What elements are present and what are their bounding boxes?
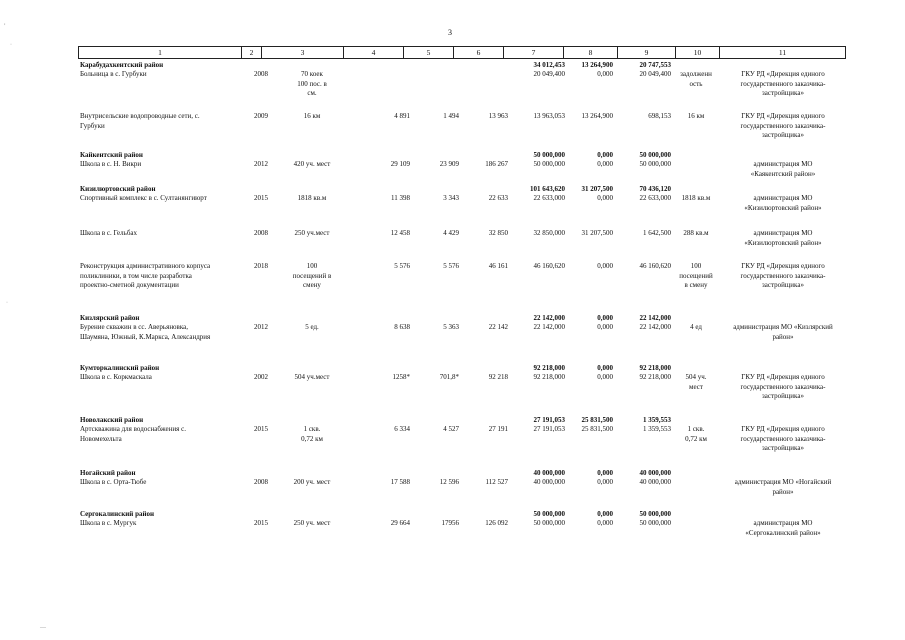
- table-cell-c10: 4 ед: [690, 323, 702, 331]
- table-cell-c9: 50 000,000: [639, 519, 671, 527]
- table-cell-c4: 29 664: [390, 519, 410, 527]
- district-name: Ногайский район: [80, 469, 136, 477]
- table-cell-year: 2015: [254, 519, 268, 527]
- table-cell-c9: 40 000,000: [639, 478, 671, 486]
- page-number: 3: [448, 28, 452, 37]
- district-total-8: 0,000: [597, 364, 613, 372]
- table-cell-c7: 50 000,000: [533, 160, 565, 168]
- table-cell-c4: 8 638: [394, 323, 410, 331]
- district-name: Кизилюртовский район: [80, 185, 156, 193]
- table-cell-cap: 16 км: [303, 112, 321, 120]
- table-cell-c4: 29 109: [390, 160, 410, 168]
- table-cell-c9: 698,153: [648, 112, 671, 120]
- table-cell-c7: 46 160,620: [533, 262, 565, 270]
- table-cell-cap: 200 уч. мест: [293, 478, 331, 486]
- table-cell-c7: 92 218,000: [533, 373, 565, 381]
- district-total-8: 0,000: [597, 151, 613, 159]
- table-cell-year: 2008: [254, 478, 268, 486]
- header-col-3: 3: [262, 47, 344, 58]
- header-col-5: 5: [404, 47, 454, 58]
- table-cell-c11: администрация МО «Ногайский район»: [734, 478, 832, 496]
- table-cell-c11: ГКУ РД «Дирекция единого государственного заказчика- застройщика»: [740, 425, 826, 452]
- table-cell-c7: 13 963,053: [533, 112, 565, 120]
- header-col-8: 8: [564, 47, 618, 58]
- table-cell-c8: 0,000: [597, 70, 613, 78]
- table-cell-c11: ГКУ РД «Дирекция единого государственного заказчика- застройщика»: [740, 70, 826, 97]
- district-total-9: 92 218,000: [639, 364, 671, 372]
- table-cell-c11: ГКУ РД «Дирекция единого государственного заказчика- застройщика»: [740, 112, 826, 139]
- header-col-9: 9: [618, 47, 676, 58]
- table-cell-c8: 0,000: [597, 373, 613, 381]
- table-cell-c6: 13 963: [488, 112, 508, 120]
- table-cell-c4: 5 576: [394, 262, 410, 270]
- header-col-1: 1: [79, 47, 242, 58]
- header-col-4: 4: [344, 47, 404, 58]
- table-cell-cap: 504 уч.мест: [294, 373, 330, 381]
- table-cell-name: Школа в с. Орта-Тюбе: [80, 478, 147, 486]
- table-cell-c6: 22 633: [488, 194, 508, 202]
- table-cell-c5: 12 596: [439, 478, 459, 486]
- district-total-8: 13 264,900: [581, 61, 613, 69]
- table-cell-c11: администрация МО «Кизилюртовский район»: [744, 194, 822, 212]
- header-col-10: 10: [676, 47, 720, 58]
- margin-mark: ,: [4, 20, 6, 26]
- district-name: Кайкентский район: [80, 151, 143, 159]
- table-cell-c5: 701,8*: [439, 373, 459, 381]
- table-cell-c10: 288 кв.м: [683, 229, 709, 237]
- district-total-7: 92 218,000: [533, 364, 565, 372]
- table-cell-c7: 40 000,000: [533, 478, 565, 486]
- table-cell-c9: 92 218,000: [639, 373, 671, 381]
- table-cell-c9: 50 000,000: [639, 160, 671, 168]
- table-cell-c5: 4 527: [443, 425, 459, 433]
- table-cell-c4: 4 891: [394, 112, 410, 120]
- header-col-2: 2: [242, 47, 262, 58]
- table-cell-name: Школа в с. Н. Викри: [80, 160, 142, 168]
- table-cell-c10: 16 км: [687, 112, 705, 120]
- table-cell-c6: 92 218: [488, 373, 508, 381]
- table-cell-year: 2018: [254, 262, 268, 270]
- table-cell-year: 2008: [254, 70, 268, 78]
- table-cell-c6: 27 191: [488, 425, 508, 433]
- table-cell-c9: 1 359,553: [643, 425, 671, 433]
- table-cell-c11: администрация МО «Каякентский район»: [750, 160, 816, 178]
- district-total-9: 70 436,120: [639, 185, 671, 193]
- table-cell-name: Реконструкция административного корпуса поликлиники, в том числе разработка проектно-сметной документации: [80, 262, 211, 289]
- table-cell-year: 2002: [254, 373, 268, 381]
- table-cell-c10: 100 посещений в смену: [679, 262, 713, 289]
- table-cell-c6: 32 850: [488, 229, 508, 237]
- table-cell-c9: 20 049,400: [639, 70, 671, 78]
- district-total-9: 40 000,000: [639, 469, 671, 477]
- table-cell-year: 2009: [254, 112, 268, 120]
- district-total-8: 31 207,500: [581, 185, 613, 193]
- table-cell-c11: администрация МО «Кизлярский район»: [733, 323, 833, 341]
- table-cell-year: 2008: [254, 229, 268, 237]
- district-name: Кумторкалинский район: [80, 364, 160, 372]
- table-cell-c5: 17956: [441, 519, 459, 527]
- district-total-8: 0,000: [597, 314, 613, 322]
- table-cell-name: Школа в с. Гельбах: [80, 229, 138, 237]
- table-cell-year: 2015: [254, 425, 268, 433]
- district-total-7: 34 012,453: [533, 61, 565, 69]
- table-cell-year: 2012: [254, 160, 268, 168]
- district-total-9: 1 359,553: [643, 416, 671, 424]
- table-cell-c8: 0,000: [597, 160, 613, 168]
- table-cell-c6: 186 267: [485, 160, 508, 168]
- table-cell-c9: 22 142,000: [639, 323, 671, 331]
- table-cell-c9: 1 642,500: [643, 229, 671, 237]
- table-cell-c10: 1 скв. 0,72 км: [685, 425, 707, 443]
- table-cell-c9: 46 160,620: [639, 262, 671, 270]
- table-cell-cap: 420 уч. мест: [293, 160, 331, 168]
- table-cell-c6: 22 142: [488, 323, 508, 331]
- district-total-7: 22 142,000: [533, 314, 565, 322]
- margin-mark: —: [40, 625, 46, 631]
- district-total-9: 22 142,000: [639, 314, 671, 322]
- table-cell-c9: 22 633,000: [639, 194, 671, 202]
- district-total-7: 50 000,000: [533, 510, 565, 518]
- table-cell-name: Внутрисельские водопроводные сети, с. Гурбуки: [80, 112, 200, 130]
- district-total-7: 50 000,000: [533, 151, 565, 159]
- margin-mark: ·: [6, 300, 8, 306]
- table-cell-name: Школа в с. Коркмаскала: [80, 373, 152, 381]
- table-cell-c7: 20 049,400: [533, 70, 565, 78]
- header-col-7: 7: [504, 47, 564, 58]
- table-cell-c7: 50 000,000: [533, 519, 565, 527]
- table-cell-c8: 0,000: [597, 323, 613, 331]
- district-total-7: 101 643,620: [530, 185, 565, 193]
- district-total-9: 50 000,000: [639, 510, 671, 518]
- table-cell-c4: 17 588: [390, 478, 410, 486]
- table-cell-c8: 0,000: [597, 194, 613, 202]
- table-cell-c6: 126 092: [485, 519, 508, 527]
- table-cell-c7: 22 633,000: [533, 194, 565, 202]
- table-cell-c10: 1818 кв.м: [681, 194, 711, 202]
- table-cell-c4: 1258*: [392, 373, 410, 381]
- table-cell-c11: ГКУ РД «Дирекция единого государственного заказчика- застройщика»: [740, 373, 826, 400]
- district-total-9: 20 747,553: [639, 61, 671, 69]
- table-cell-cap: 1 скв. 0,72 км: [301, 425, 323, 443]
- table-cell-cap: 70 коек 100 пос. в см.: [297, 70, 327, 97]
- table-cell-c8: 0,000: [597, 519, 613, 527]
- table-cell-c11: администрация МО «Кизилюртовский район»: [744, 229, 822, 247]
- table-cell-c8: 25 831,500: [581, 425, 613, 433]
- table-cell-name: Бурение скважин в сс. Аверьяновка, Шаумяна, Южный, К.Маркса, Александрия: [80, 323, 211, 341]
- table-cell-c5: 4 429: [443, 229, 459, 237]
- table-cell-name: Спортивный комплекс в с. Султанянгиюрт: [80, 194, 207, 202]
- table-cell-c5: 1 494: [443, 112, 459, 120]
- table-cell-name: Школа в с. Мургук: [80, 519, 137, 527]
- table-cell-year: 2015: [254, 194, 268, 202]
- table-cell-c4: 6 334: [394, 425, 410, 433]
- table-cell-c8: 13 264,900: [581, 112, 613, 120]
- table-cell-cap: 100 посещений в смену: [292, 262, 332, 289]
- table-cell-cap: 1818 кв.м: [297, 194, 327, 202]
- table-cell-c5: 3 343: [443, 194, 459, 202]
- table-cell-c11: администрация МО «Сергокалинский район»: [745, 519, 821, 537]
- table-cell-c7: 32 850,000: [533, 229, 565, 237]
- table-cell-cap: 5 ед.: [305, 323, 319, 331]
- header-col-11: 11: [778, 48, 787, 57]
- district-name: Кизлярский район: [80, 314, 140, 322]
- district-total-8: 0,000: [597, 469, 613, 477]
- table-cell-year: 2012: [254, 323, 268, 331]
- district-total-9: 50 000,000: [639, 151, 671, 159]
- table-cell-c5: 5 363: [443, 323, 459, 331]
- district-total-7: 40 000,000: [533, 469, 565, 477]
- table-cell-c4: 12 458: [390, 229, 410, 237]
- table-cell-name: Больница в с. Гурбуки: [80, 70, 147, 78]
- table-cell-cap: 250 уч.мест: [294, 229, 330, 237]
- table-header: [78, 46, 846, 59]
- table-cell-cap: 250 уч. мест: [293, 519, 331, 527]
- table-cell-c5: 5 576: [443, 262, 459, 270]
- table-cell-c11: ГКУ РД «Дирекция единого государственного заказчика- застройщика»: [740, 262, 826, 289]
- table-cell-name: Артскважина для водоснабжения с. Новомехельта: [80, 425, 186, 443]
- margin-mark: ·: [10, 42, 12, 48]
- table-cell-c8: 0,000: [597, 478, 613, 486]
- table-cell-c10: 504 уч. мест: [685, 373, 707, 391]
- table-cell-c8: 0,000: [597, 262, 613, 270]
- district-name: Карабудахкентский район: [80, 61, 164, 69]
- table-cell-c4: 11 398: [391, 194, 410, 202]
- table-cell-c6: 46 161: [488, 262, 508, 270]
- table-cell-c8: 31 207,500: [581, 229, 613, 237]
- table-cell-c10: задолженн ость: [680, 70, 712, 88]
- district-total-8: 25 831,500: [581, 416, 613, 424]
- table-cell-c5: 23 909: [439, 160, 459, 168]
- table-cell-c7: 22 142,000: [533, 323, 565, 331]
- header-col-6: 6: [454, 47, 504, 58]
- table-cell-c6: 112 527: [485, 478, 508, 486]
- district-total-7: 27 191,053: [533, 416, 565, 424]
- district-name: Сергокалинский район: [80, 510, 155, 518]
- district-name: Новолакский район: [80, 416, 144, 424]
- district-total-8: 0,000: [597, 510, 613, 518]
- table-cell-c7: 27 191,053: [533, 425, 565, 433]
